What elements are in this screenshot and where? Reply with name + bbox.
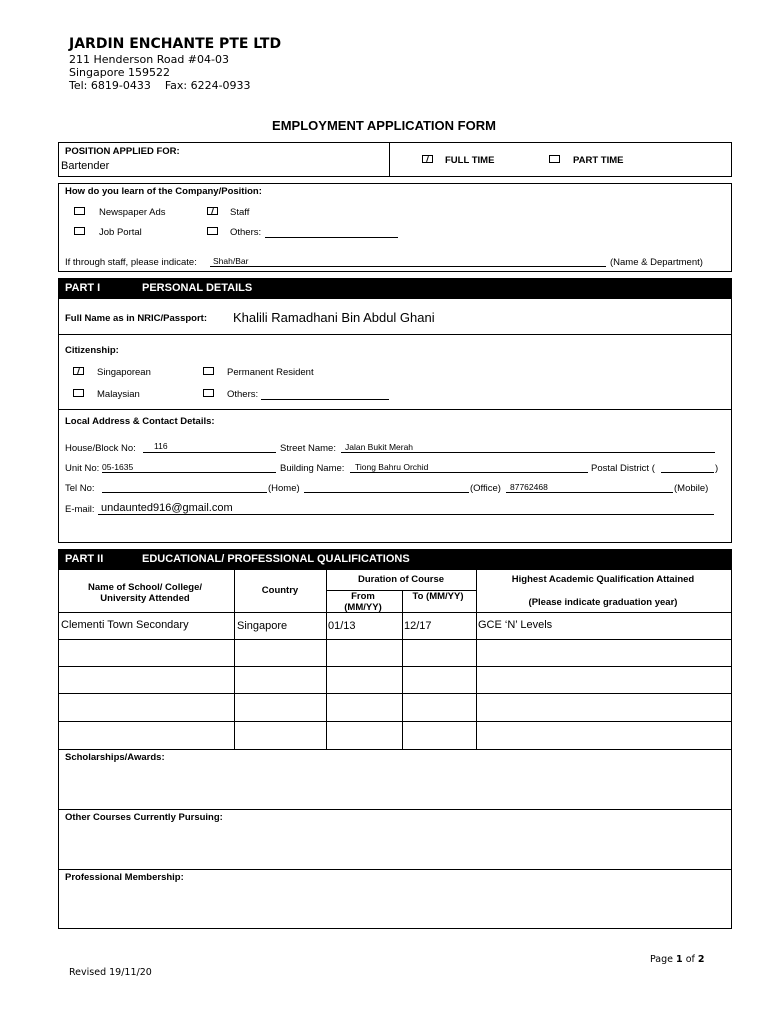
page-current: 1 <box>676 954 683 965</box>
full-name-label: Full Name as in NRIC/Passport: <box>65 313 208 324</box>
postal-input-line[interactable] <box>661 472 714 473</box>
singaporean-label: Singaporean <box>97 367 151 378</box>
permanent-resident-checkbox[interactable] <box>203 367 214 375</box>
permanent-resident-label: Permanent Resident <box>227 367 314 378</box>
house-value[interactable]: 116 <box>154 441 168 451</box>
row1-qualification[interactable]: GCE ‘N’ Levels <box>478 619 553 631</box>
part2-header-bar <box>58 549 732 570</box>
staff-indicate-suffix: (Name & Department) <box>610 257 703 268</box>
row1-to[interactable]: 12/17 <box>404 620 432 632</box>
full-time-checkbox[interactable] <box>422 155 433 163</box>
citizenship-label: Citizenship: <box>65 345 119 356</box>
full-name-value[interactable]: Khalili Ramadhani Bin Abdul Ghani <box>233 310 435 325</box>
company-address-line-2: Singapore 159522 <box>69 66 170 79</box>
row1-school[interactable]: Clementi Town Secondary <box>61 619 189 631</box>
staff-indicate-value[interactable]: Shah/Bar <box>213 256 249 266</box>
source-others-checkbox[interactable] <box>207 227 218 235</box>
unit-label: Unit No: <box>65 463 100 474</box>
tel-mobile-value[interactable]: 87762468 <box>510 482 548 492</box>
malaysian-label: Malaysian <box>97 389 140 400</box>
other-courses-label: Other Courses Currently Pursuing: <box>65 812 223 823</box>
citizenship-others-checkbox[interactable] <box>203 389 214 397</box>
part2-title: EDUCATIONAL/ PROFESSIONAL QUALIFICATIONS <box>142 553 410 565</box>
part2-label: PART II <box>65 553 104 565</box>
form-title: EMPLOYMENT APPLICATION FORM <box>272 118 496 133</box>
row-line-3 <box>59 693 731 694</box>
header-bottom-line <box>59 612 731 613</box>
courses-bottom-line <box>59 869 731 870</box>
scholarships-bottom-line <box>59 809 731 810</box>
position-divider <box>389 143 390 176</box>
col-line-3 <box>402 590 403 749</box>
source-others-label: Others: <box>230 227 262 238</box>
street-label: Street Name: <box>280 443 336 454</box>
scholarships-label: Scholarships/Awards: <box>65 752 165 763</box>
company-address-line-1: 211 Henderson Road #04-03 <box>69 53 229 66</box>
staff-label: Staff <box>230 207 250 218</box>
part-time-checkbox[interactable] <box>549 155 560 163</box>
header-to: To (MM/YY) <box>412 591 464 602</box>
staff-checkbox[interactable] <box>207 207 218 215</box>
page-total: 2 <box>697 954 705 965</box>
malaysian-checkbox[interactable] <box>73 389 84 397</box>
tel-label: Tel No: <box>65 483 95 494</box>
newspaper-ads-label: Newspaper Ads <box>99 207 166 218</box>
part1-label: PART I <box>65 282 101 294</box>
tel-office-input-line[interactable] <box>304 492 469 493</box>
tel-mobile-label: (Mobile) <box>674 483 709 494</box>
house-label: House/Block No: <box>65 443 136 454</box>
revised-date: Revised 19/11/20 <box>69 967 152 978</box>
full-time-label: FULL TIME <box>445 155 495 166</box>
row-line-2 <box>59 666 731 667</box>
tel-home-label: (Home) <box>268 483 300 494</box>
header-from: From (MM/YY) <box>344 591 382 613</box>
tel-home-input-line[interactable] <box>102 492 267 493</box>
divider-name <box>59 334 731 335</box>
email-input-line <box>98 514 714 515</box>
row1-from[interactable]: 01/13 <box>328 620 356 632</box>
position-label: POSITION APPLIED FOR: <box>65 146 180 157</box>
unit-value[interactable]: 05-1635 <box>102 462 134 472</box>
street-input-line <box>341 452 715 453</box>
col-line-1 <box>234 570 235 749</box>
postal-close: ) <box>715 463 719 474</box>
tel-office-label: (Office) <box>470 483 501 494</box>
street-value[interactable]: Jalan Bukit Merah <box>345 442 414 452</box>
page-of: of <box>685 954 695 965</box>
col-line-2 <box>326 570 327 749</box>
company-name: JARDIN ENCHANTE PTE LTD <box>69 36 282 52</box>
building-label: Building Name: <box>280 463 345 474</box>
job-portal-label: Job Portal <box>99 227 142 238</box>
citizenship-others-input-line[interactable] <box>261 399 389 400</box>
header-country: Country <box>261 585 299 596</box>
membership-label: Professional Membership: <box>65 872 184 883</box>
email-value[interactable]: undaunted916@gmail.com <box>101 502 233 514</box>
row-line-1 <box>59 639 731 640</box>
unit-input-line <box>102 472 276 473</box>
header-qualification: Highest Academic Qualification Attained <box>511 574 695 585</box>
header-school: Name of School/ College/ University Attended <box>87 582 203 604</box>
building-value[interactable]: Tiong Bahru Orchid <box>355 462 429 472</box>
header-duration: Duration of Course <box>357 574 445 585</box>
row-line-5 <box>59 749 731 750</box>
page-prefix: Page <box>650 954 673 965</box>
singaporean-checkbox[interactable] <box>73 367 84 375</box>
divider-citizenship <box>59 409 731 410</box>
tel-mobile-input-line <box>506 492 673 493</box>
source-question: How do you learn of the Company/Position: <box>65 186 262 197</box>
address-label: Local Address & Contact Details: <box>65 416 215 427</box>
citizenship-others-label: Others: <box>227 389 259 400</box>
source-others-input-line[interactable] <box>265 237 398 238</box>
house-input-line <box>143 452 276 453</box>
page-indicator <box>650 954 705 965</box>
row-line-4 <box>59 721 731 722</box>
header-qualification-note: (Please indicate graduation year) <box>528 597 678 608</box>
row1-country[interactable]: Singapore <box>237 620 288 632</box>
part1-header-bar <box>58 278 732 299</box>
email-label: E-mail: <box>65 504 95 515</box>
staff-indicate-label: If through staff, please indicate: <box>65 257 197 268</box>
staff-indicate-input-line <box>210 266 606 267</box>
company-contact: Tel: 6819-0433 Fax: 6224-0933 <box>69 79 251 92</box>
job-portal-checkbox[interactable] <box>74 227 85 235</box>
building-input-line <box>350 472 588 473</box>
newspaper-ads-checkbox[interactable] <box>74 207 85 215</box>
part-time-label: PART TIME <box>573 155 624 166</box>
position-value[interactable]: Bartender <box>61 160 110 172</box>
postal-label: Postal District ( <box>591 463 655 474</box>
part1-title: PERSONAL DETAILS <box>142 282 253 294</box>
